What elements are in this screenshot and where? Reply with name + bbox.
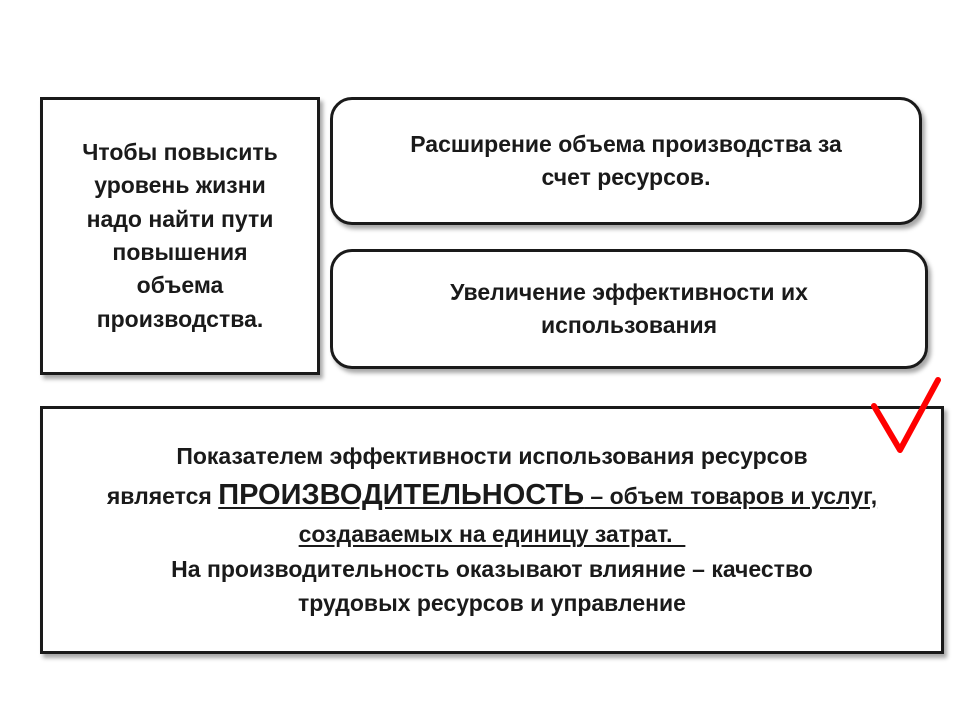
bottom-line-3-text: создаваемых на единицу затрат.: [298, 521, 686, 548]
bottom-line-1: Показателем эффективности использования ресурсов: [176, 443, 808, 470]
left-box-line: объема: [136, 272, 224, 299]
top-box-line: счет ресурсов.: [541, 164, 711, 190]
mid-box-line: использования: [540, 312, 718, 338]
left-box-line: уровень жизни: [94, 172, 266, 199]
bottom-line-5: трудовых ресурсов и управление: [298, 590, 686, 617]
left-box-line: производства.: [96, 305, 264, 332]
bottom-line-3: [59, 517, 925, 552]
middle-right-box-text: [450, 276, 808, 343]
red-checkmark-icon: [870, 376, 942, 456]
top-box-line: Расширение объема производства за: [410, 130, 842, 157]
productivity-term: ПРОИЗВОДИТЕЛЬНОСТЬ: [218, 478, 585, 511]
left-box-line: Чтобы повысить: [82, 138, 278, 165]
bottom-box: [40, 406, 944, 654]
mid-box-line: Увеличение эффективности их: [450, 278, 808, 305]
left-box-line: надо найти пути: [86, 205, 274, 232]
left-box-text: [82, 136, 277, 336]
middle-right-box: [330, 249, 928, 369]
bottom-box-text: [59, 439, 925, 621]
bottom-line-4: На производительность оказывают влияние – качество: [171, 555, 813, 582]
bottom-line-2-rest: – объем товаров и услуг,: [584, 482, 878, 509]
bottom-line-2-prefix: является: [106, 482, 219, 509]
top-right-box: [330, 97, 922, 225]
left-box-line: повышения: [112, 239, 248, 265]
left-box: [40, 97, 320, 375]
bottom-line-2: [59, 474, 925, 518]
top-right-box-text: [410, 128, 842, 195]
